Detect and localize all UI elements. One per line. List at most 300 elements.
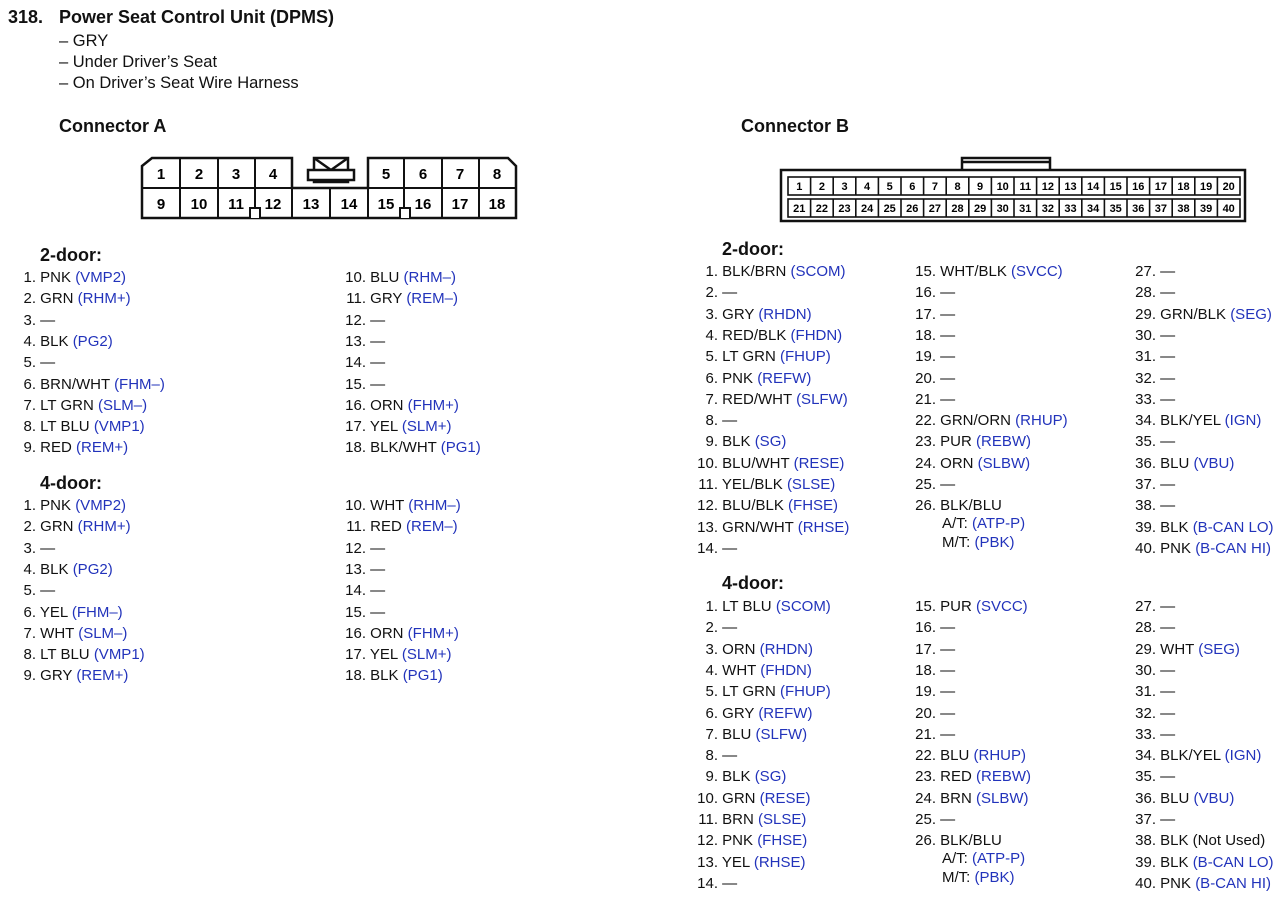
wire-color: — (1156, 683, 1176, 701)
wire-color: ORN (366, 396, 408, 414)
connector-b-diagram (778, 152, 1250, 224)
signal-name: (B-CAN LO) (1192, 853, 1274, 871)
wire-color: ORN (366, 624, 408, 642)
pin-number: 11. (346, 290, 366, 308)
signal-name: (SEG) (1198, 640, 1240, 658)
signal-name: (PBK) (974, 869, 1015, 887)
connector-b-pin (896, 618, 955, 638)
wire-color: — (936, 661, 956, 679)
connector-b-pin (676, 682, 831, 702)
connector-a-pin (324, 353, 385, 373)
connector-b-pin (896, 640, 955, 660)
pin-number: 33. (1135, 390, 1156, 408)
signal-name: (VBU) (1193, 789, 1235, 807)
connector-b-pin (676, 597, 831, 617)
wire-color: — (718, 284, 738, 302)
connector-b-pin (1116, 454, 1234, 474)
wire-color: BLK (1156, 518, 1193, 536)
connector-b-pin-label: 35 (1109, 203, 1122, 215)
signal-name: (PBK) (974, 534, 1015, 552)
wire-color: — (1156, 284, 1176, 302)
connector-b-pin-label: 38 (1177, 203, 1190, 215)
connector-b-pin (1116, 746, 1261, 766)
pin-number: 32. (1135, 369, 1156, 387)
pin-number: 37. (1135, 811, 1156, 828)
pin-number: 30. (1135, 661, 1156, 679)
connector-a-pin (324, 396, 459, 416)
connector-b-pin (676, 853, 806, 873)
connector-b-pin (896, 725, 955, 745)
pin-number: 15. (915, 263, 936, 280)
wire-color: — (366, 560, 386, 578)
connector-b-pin-label: 32 (1041, 203, 1055, 215)
signal-name: (SLM+) (401, 418, 452, 436)
signal-name: (SLSE) (758, 811, 807, 828)
pin-number: 11. (698, 476, 718, 493)
connector-a-pin-label: 12 (264, 196, 282, 213)
pin-number: 17. (345, 418, 366, 436)
pin-26-variant (942, 868, 1015, 888)
connector-a-pin-label: 11 (228, 196, 244, 213)
connector-a-pin (324, 496, 461, 516)
connector-a-pin-label: 17 (451, 196, 469, 213)
connector-a-pin (324, 375, 385, 395)
wire-color: BLK (36, 332, 73, 350)
connector-b-pin (896, 411, 1068, 431)
connector-b-pin (1116, 853, 1274, 873)
pin-number: 16. (915, 284, 936, 302)
pin-number: 10. (697, 789, 718, 807)
connector-a-pin-label: 14 (340, 196, 358, 213)
connector-a-pin (0, 311, 55, 331)
wire-color: — (366, 539, 386, 557)
connector-a-pin (0, 645, 145, 665)
signal-name: (VMP1) (93, 646, 145, 664)
signal-name: (SLFW) (796, 390, 848, 408)
connector-b-pin (1116, 597, 1175, 617)
signal-name: (SCOM) (790, 263, 846, 280)
connector-b-pin (1116, 661, 1175, 681)
pin-number: 2. (23, 290, 36, 308)
connector-a-diagram (138, 152, 522, 224)
connector-b-pin (1116, 283, 1175, 303)
connector-a-pin (324, 311, 385, 331)
connector-b-pin (896, 369, 955, 389)
connector-a-pin (0, 560, 113, 580)
wire-color: BLK/YEL (1156, 747, 1225, 765)
wire-color: — (718, 619, 738, 637)
connector-b-pin (896, 262, 1063, 282)
signal-name: (REBW) (976, 768, 1032, 786)
pin-number: 17. (915, 640, 936, 658)
pin-number: 2. (23, 518, 36, 536)
wire-color: BRN (936, 789, 977, 807)
pin-number: 29. (1135, 640, 1156, 658)
pin-number: 15. (345, 375, 366, 393)
connector-a-title: Connector A (59, 116, 167, 136)
wire-color: — (1156, 704, 1176, 722)
signal-name: (PG1) (440, 439, 481, 457)
connector-b-pin (676, 432, 786, 452)
connector-a-pin-label: 1 (156, 166, 166, 183)
connector-b-pin-label: 2 (818, 181, 825, 193)
pin-number: 4. (705, 661, 718, 679)
connector-b-pin-label: 23 (838, 203, 851, 215)
connector-b-pin-label: 21 (793, 203, 806, 215)
connector-b-pin (1116, 767, 1175, 787)
pin-number: 30. (1135, 326, 1156, 344)
connector-b-pin (1116, 411, 1261, 431)
pin-number: 4. (705, 326, 718, 344)
wire-color: PNK (36, 269, 76, 286)
wire-color: BLK (36, 560, 73, 578)
pin-number: 22. (915, 747, 936, 765)
connector-b-pin (1116, 539, 1271, 559)
wire-color: — (1156, 326, 1176, 344)
pin-number: 8. (705, 412, 718, 430)
signal-name: (FHDN) (790, 326, 843, 344)
wire-color: BLK (1156, 853, 1193, 871)
wire-color: — (1156, 619, 1176, 637)
connector-b-pin-label: 5 (886, 181, 893, 193)
pin-number: 3. (705, 305, 718, 323)
connector-b-pin (676, 369, 811, 389)
pin-number: 18. (345, 439, 366, 457)
connector-b-pin-label: 24 (860, 203, 874, 215)
wire-color: WHT (718, 661, 761, 679)
signal-name: (SLM+) (401, 646, 452, 664)
pin-number: 2. (705, 619, 718, 637)
pin-number: 7. (705, 725, 718, 743)
connector-b-pin-label: 9 (977, 181, 984, 193)
wire-color: PNK (718, 369, 758, 387)
wire-color: GRN (36, 290, 78, 308)
detail-harness: – On Driver’s Seat Wire Harness (59, 74, 299, 92)
wire-color: BLU (366, 269, 404, 286)
wire-color: PUR (936, 433, 977, 451)
detail-color: – GRY (59, 32, 109, 50)
pin-number: 6. (23, 375, 36, 393)
wire-color: — (366, 354, 386, 372)
pin-number: 16. (915, 619, 936, 637)
pin-number: 34. (1135, 747, 1156, 765)
pin-number: 13. (697, 853, 718, 871)
wire-color: RED (366, 518, 407, 536)
a-4door-heading: 4-door: (40, 473, 102, 493)
pin-number: 8. (705, 747, 718, 765)
connector-b-pin (676, 496, 838, 516)
wire-color: BLK/BRN (718, 263, 791, 280)
signal-name: (SLM–) (97, 396, 148, 414)
wire-color: YEL (36, 603, 72, 621)
pin-number: 13. (697, 518, 718, 536)
connector-b-pin (1116, 640, 1240, 660)
wire-color: BLK/WHT (366, 439, 441, 457)
pin-number: 2. (705, 284, 718, 302)
wire-color: ORN (936, 454, 978, 472)
wire-color: — (718, 412, 738, 430)
transmission-type: M/T: (942, 869, 975, 887)
pin-number: 16. (345, 624, 366, 642)
signal-name: (B-CAN HI) (1195, 874, 1272, 892)
pin-number: 38. (1135, 832, 1156, 850)
signal-name: (REM+) (76, 667, 129, 685)
connector-a-pin (324, 417, 451, 437)
pin-number: 27. (1135, 598, 1156, 615)
pin-number: 29. (1135, 305, 1156, 323)
pin-number: 26. (915, 832, 936, 850)
connector-b-pin (896, 789, 1029, 809)
wire-color: PNK (718, 832, 758, 850)
connector-b-pin-label: 20 (1222, 181, 1235, 193)
transmission-type: A/T: (942, 515, 973, 533)
signal-name: (IGN) (1224, 747, 1262, 765)
connector-b-pin-label: 19 (1199, 181, 1213, 193)
wire-color: — (36, 354, 56, 372)
signal-name: (SLM–) (78, 624, 128, 642)
connector-a-pin-label: 7 (455, 166, 465, 183)
connector-b-pin (676, 640, 813, 660)
wire-color: — (936, 619, 956, 637)
wire-color: — (1156, 598, 1176, 615)
connector-b-pin (676, 725, 807, 745)
wire-color: GRN/WHT (718, 518, 798, 536)
pin-number: 24. (915, 454, 936, 472)
connector-b-pin (896, 767, 1031, 787)
connector-a-pin (324, 268, 456, 288)
connector-a-pin (324, 289, 458, 309)
connector-b-pin (676, 810, 806, 830)
connector-a-pin (324, 603, 385, 623)
connector-b-pin-label: 27 (928, 203, 942, 215)
connector-a-pin (324, 539, 385, 559)
connector-a-pin-label: 5 (381, 166, 391, 183)
pin-number: 27. (1135, 263, 1156, 280)
pin-number: 13. (345, 332, 366, 350)
pin-number: 9. (23, 439, 36, 457)
connector-b-pin (896, 831, 1002, 851)
signal-name: (RHM–) (403, 269, 457, 286)
connector-b-pin-label: 14 (1086, 181, 1100, 193)
connector-b-pin (896, 496, 1002, 516)
pin-number: 10. (345, 269, 366, 286)
connector-b-pin (1116, 496, 1175, 516)
wire-color: BLK/YEL (1156, 412, 1225, 430)
signal-name: (RHM–) (408, 497, 461, 514)
wire-color: LT BLU (36, 418, 94, 436)
connector-b-pin (676, 746, 737, 766)
wire-color: — (366, 582, 386, 600)
pin-number: 5. (705, 348, 718, 366)
wire-color: RED/WHT (718, 390, 797, 408)
wire-color: PUR (936, 598, 977, 615)
pin-number: 26. (915, 497, 936, 515)
signal-name: (PG2) (72, 332, 113, 350)
wire-color: — (1156, 476, 1176, 493)
signal-name: (RHDN) (759, 640, 813, 658)
pin-number: 7. (23, 624, 36, 642)
connector-b-pin (676, 411, 737, 431)
pin-number: 1. (23, 269, 36, 286)
wire-color: RED (36, 439, 77, 457)
wire-color: LT BLU (36, 646, 94, 664)
signal-name: (PG1) (402, 667, 443, 685)
connector-a-pin-label: 9 (156, 196, 166, 213)
connector-b-pin (676, 347, 831, 367)
connector-b-pin (896, 661, 955, 681)
wire-color: PNK (1156, 539, 1196, 557)
pin-number: 5. (23, 582, 36, 600)
connector-b-pin-label: 26 (906, 203, 919, 215)
signal-name: (FHSE) (788, 497, 839, 515)
signal-name: (SVCC) (1011, 263, 1063, 280)
wire-color: — (936, 326, 956, 344)
signal-name: (FHM+) (407, 396, 459, 414)
connector-b-pin-label: 11 (1019, 181, 1032, 193)
connector-a-pin (0, 496, 126, 516)
pin-number: 3. (23, 539, 36, 557)
connector-a-pin (0, 666, 128, 686)
wire-color: — (718, 874, 738, 892)
wire-color: BRN/WHT (36, 375, 115, 393)
connector-b-pin (1116, 305, 1272, 325)
wire-color: PNK (36, 497, 76, 514)
pin-number: 17. (915, 305, 936, 323)
connector-b-pin (896, 746, 1026, 766)
pin-number: 9. (705, 433, 718, 451)
connector-b-pin (1116, 810, 1175, 830)
connector-b-pin (1116, 618, 1175, 638)
signal-name: (SLBW) (976, 789, 1029, 807)
connector-a-pin (0, 581, 55, 601)
pin-number: 1. (23, 497, 36, 514)
pin-number: 11. (346, 518, 366, 536)
connector-b-pin (896, 326, 955, 346)
wire-color: — (366, 311, 386, 329)
connector-a-pin-label: 18 (488, 196, 506, 213)
signal-name: (VMP1) (93, 418, 145, 436)
pin-number: 5. (705, 683, 718, 701)
signal-name: (RHUP) (973, 747, 1027, 765)
pin-number: 23. (915, 768, 936, 786)
pin-number: 21. (915, 390, 936, 408)
wire-color: BLU (718, 725, 756, 743)
connector-a-pin (324, 624, 459, 644)
pin-number: 23. (915, 433, 936, 451)
pin-number: 35. (1135, 433, 1156, 451)
signal-name: (FHDN) (760, 661, 812, 679)
wire-color: — (936, 348, 956, 366)
wire-color: BLK/BLU (936, 832, 1002, 850)
connector-b-pin (676, 454, 844, 474)
pin-number: 16. (345, 396, 366, 414)
pin-number: 19. (915, 348, 936, 366)
connector-b-pin (676, 390, 848, 410)
pin-number: 10. (697, 454, 718, 472)
connector-a-pin (0, 289, 131, 309)
connector-b-pin-label: 18 (1177, 181, 1190, 193)
pin-26-variant (942, 533, 1015, 553)
connector-b-pin (896, 305, 955, 325)
wire-color: — (1156, 369, 1176, 387)
transmission-type: A/T: (942, 850, 973, 868)
page-title: Power Seat Control Unit (DPMS) (59, 7, 335, 27)
signal-name: (SG) (754, 768, 787, 786)
signal-name: (FHM–) (71, 603, 123, 621)
connector-b-pin (896, 390, 955, 410)
connector-a-pin (0, 353, 55, 373)
connector-a-pin-label: 13 (302, 196, 320, 213)
connector-b-pin (676, 518, 849, 538)
pin-number: 24. (915, 789, 936, 807)
wire-color: YEL (366, 418, 402, 436)
connector-a-pin (0, 396, 147, 416)
wire-color: BLU/BLK (718, 497, 789, 515)
pin-number: 17. (345, 646, 366, 664)
connector-b-pin-label: 17 (1154, 181, 1168, 193)
signal-name: (FHM+) (407, 624, 459, 642)
pin-number: 10. (345, 497, 366, 514)
wire-color: BLK (718, 433, 755, 451)
wire-color: — (36, 582, 56, 600)
connector-b-pin-label: 10 (996, 181, 1009, 193)
wire-color: — (936, 305, 956, 323)
wire-color: GRY (718, 305, 759, 323)
signal-name: (REFW) (758, 704, 813, 722)
connector-b-pin (896, 682, 955, 702)
signal-name: (SEG) (1230, 305, 1272, 323)
pin-number: 18. (915, 661, 936, 679)
b-4door-heading: 4-door: (722, 573, 784, 593)
wire-color: — (36, 539, 56, 557)
pin-number: 12. (345, 311, 366, 329)
connector-a-pin (0, 603, 123, 623)
connector-b-pin-label: 25 (883, 203, 896, 215)
connector-a-pin (324, 332, 385, 352)
pin-number: 35. (1135, 768, 1156, 786)
connector-b-pin (896, 704, 955, 724)
wire-color: WHT (366, 497, 409, 514)
connector-b-pin (1116, 390, 1175, 410)
pin-number: 3. (23, 311, 36, 329)
signal-name: (FHM–) (114, 375, 165, 393)
wire-color: YEL (366, 646, 402, 664)
pin-number: 25. (915, 811, 936, 828)
signal-name: (FHUP) (779, 348, 831, 366)
wire-color: RED/BLK (718, 326, 791, 344)
signal-name: (REBW) (976, 433, 1032, 451)
pin-number: 18. (915, 326, 936, 344)
connector-a-pin-label: 4 (268, 166, 278, 183)
transmission-type: M/T: (942, 534, 975, 552)
connector-b-pin (1116, 326, 1175, 346)
connector-a-pin (324, 438, 481, 458)
signal-name: (REM–) (406, 518, 458, 536)
pin-number: 9. (705, 768, 718, 786)
wire-color: GRY (718, 704, 759, 722)
connector-b-pin-label: 3 (841, 181, 848, 193)
wire-color: BLK/BLU (936, 497, 1002, 515)
detail-location: – Under Driver’s Seat (59, 53, 218, 71)
wire-color: — (1156, 661, 1176, 679)
pin-number: 28. (1135, 619, 1156, 637)
wire-color: WHT/BLK (936, 263, 1012, 280)
wire-color: — (366, 603, 386, 621)
signal-name: (SLBW) (977, 454, 1031, 472)
pin-number: 6. (705, 369, 718, 387)
connector-b-pin-label: 31 (1019, 203, 1032, 215)
connector-b-pin (676, 305, 812, 325)
